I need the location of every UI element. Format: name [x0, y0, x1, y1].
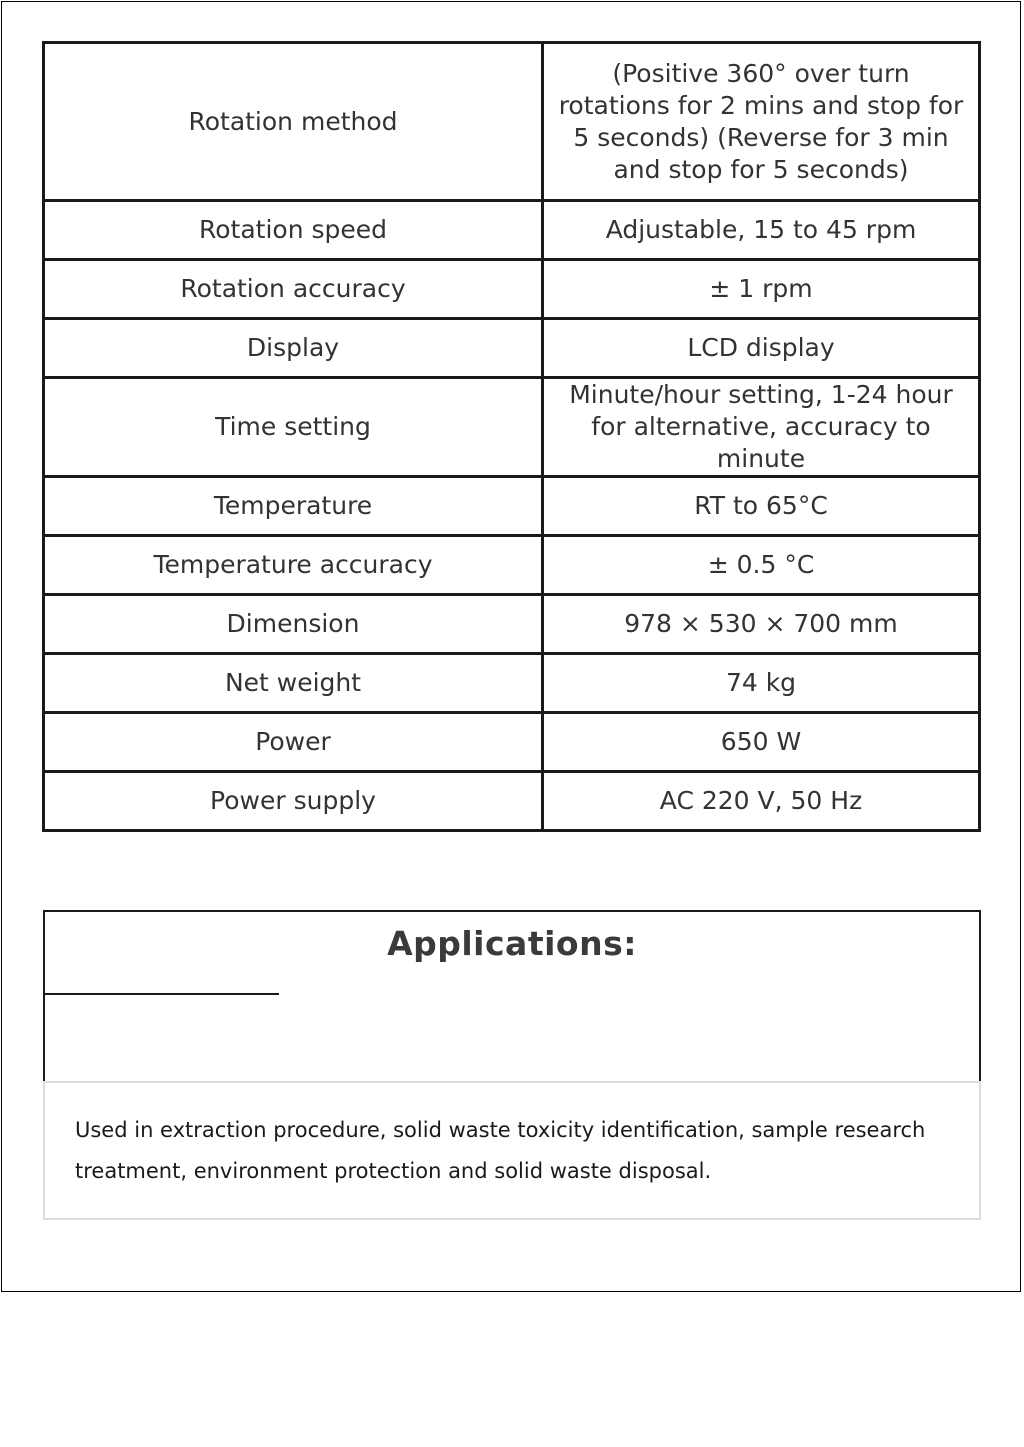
spec-label: Rotation method — [44, 43, 543, 201]
applications-description: Used in extraction procedure, solid waste toxicity identification, sample research treatment, environment protection and solid waste disposal. — [75, 1118, 926, 1183]
table-row — [44, 772, 980, 831]
spec-label: Power — [44, 713, 543, 772]
spec-label: Rotation accuracy — [44, 260, 543, 319]
spec-value: 650 W — [543, 713, 980, 772]
applications-heading: Applications: — [387, 924, 637, 963]
spec-value: ± 0.5 °C — [543, 536, 980, 595]
spec-label: Temperature accuracy — [44, 536, 543, 595]
table-row — [44, 654, 980, 713]
table-row — [44, 713, 980, 772]
table-row — [44, 536, 980, 595]
table-row — [44, 43, 980, 201]
spec-value: AC 220 V, 50 Hz — [543, 772, 980, 831]
spec-label: Display — [44, 319, 543, 378]
table-row — [44, 319, 980, 378]
table-row — [44, 595, 980, 654]
spec-label: Net weight — [44, 654, 543, 713]
heading-divider — [45, 993, 279, 995]
spec-value: Minute/hour setting, 1-24 hour for alternative, accuracy to minute — [543, 378, 980, 477]
spec-value: LCD display — [543, 319, 980, 378]
spec-label: Temperature — [44, 477, 543, 536]
spec-label: Power supply — [44, 772, 543, 831]
spec-value: RT to 65°C — [543, 477, 980, 536]
table-row — [44, 477, 980, 536]
table-row — [44, 260, 980, 319]
table-row — [44, 378, 980, 477]
spec-value: 74 kg — [543, 654, 980, 713]
spec-value: Adjustable, 15 to 45 rpm — [543, 201, 980, 260]
spec-label: Rotation speed — [44, 201, 543, 260]
applications-description-box — [43, 1081, 981, 1220]
spec-label: Time setting — [44, 378, 543, 477]
applications-section — [43, 910, 981, 1082]
spec-value: (Positive 360° over turn rotations for 2 mins and stop for 5 seconds) (Reverse for 3 min and stop for 5 seconds) — [543, 43, 980, 201]
specifications-table — [42, 41, 981, 832]
table-row — [44, 201, 980, 260]
spec-value: ± 1 rpm — [543, 260, 980, 319]
spec-label: Dimension — [44, 595, 543, 654]
spec-value: 978 × 530 × 700 mm — [543, 595, 980, 654]
